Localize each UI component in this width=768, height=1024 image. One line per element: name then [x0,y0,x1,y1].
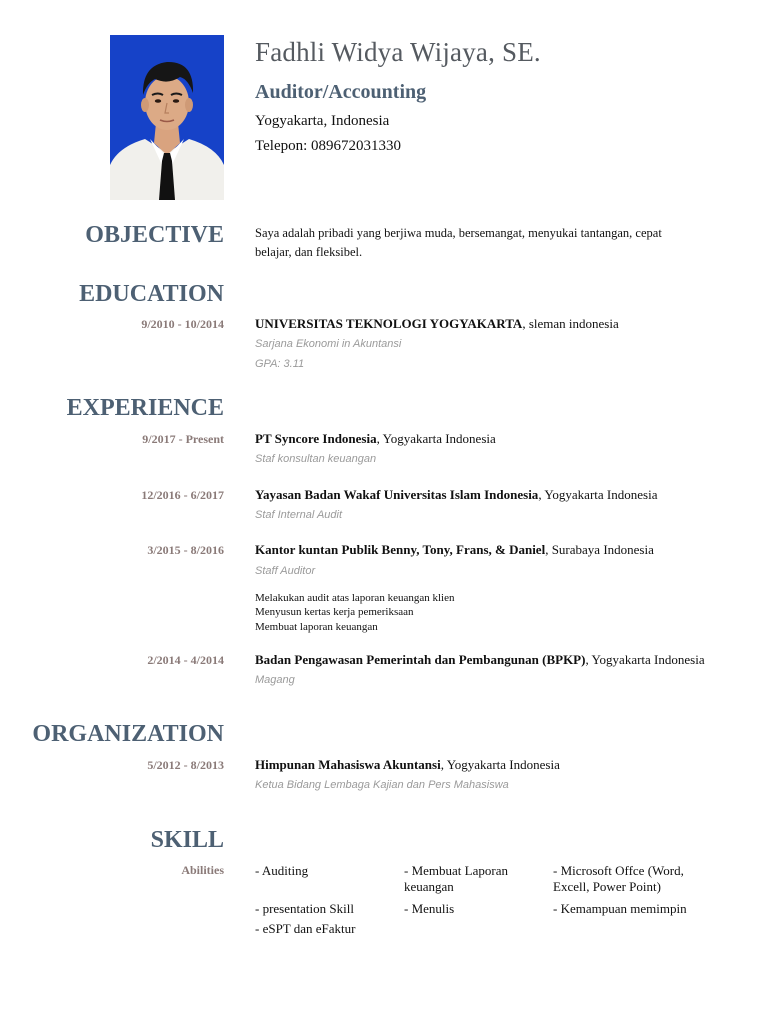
experience-org: Yayasan Badan Wakaf Universitas Islam Indonesia [255,487,539,502]
education-place: , sleman indonesia [522,316,619,331]
job-title: Auditor/Accounting [255,81,427,103]
skill-item: - Menulis [404,901,455,916]
experience-entry [255,487,657,503]
experience-place: , Yogyakarta Indonesia [585,652,705,667]
organization-date: 5/2012 - 8/2013 [147,758,224,772]
education-heading: EDUCATION [79,281,224,307]
education-degree: Sarjana Ekonomi in Akuntansi [255,338,402,350]
experience-role: Staf Internal Audit [255,509,343,521]
experience-date: 3/2015 - 8/2016 [147,543,224,557]
experience-entry [255,542,654,558]
skill-item: - Microsoft Offce (Word, Excell, Power Point) [553,863,684,894]
organization-heading: ORGANIZATION [32,721,224,747]
experience-org: Kantor kuntan Publik Benny, Tony, Frans, & Daniel [255,542,546,557]
education-gpa: GPA: 3.11 [255,358,305,370]
organization-org: Himpunan Mahasiswa Akuntansi [255,757,441,772]
education-institution [255,316,619,332]
organization-entry [255,757,560,773]
organization-place: , Yogyakarta Indonesia [440,757,560,772]
skill-item: - Kemampuan memimpin [553,901,687,916]
skill-label: Abilities [181,863,224,877]
experience-date: 12/2016 - 6/2017 [141,488,224,502]
experience-place: , Yogyakarta Indonesia [376,431,496,446]
skill-item: - presentation Skill [255,901,354,916]
education-org: UNIVERSITAS TEKNOLOGI YOGYAKARTA [255,316,523,331]
experience-place: , Yogyakarta Indonesia [538,487,658,502]
candidate-name: Fadhli Widya Wijaya, SE. [255,37,541,67]
experience-date: 9/2017 - Present [142,432,224,446]
experience-heading: EXPERIENCE [66,395,224,421]
location: Yogyakarta, Indonesia [255,113,390,129]
skill-item: - Membuat Laporan keuangan [404,863,508,894]
experience-duty: Melakukan audit atas laporan keuangan klien [255,592,455,604]
experience-org: Badan Pengawasan Pemerintah dan Pembangunan (BPKP) [255,652,586,667]
experience-duty: Menyusun kertas kerja pemeriksaan [255,606,414,618]
objective-heading: OBJECTIVE [85,222,224,248]
experience-entry [255,431,496,447]
phone-number: Telepon: 089672031330 [255,138,402,154]
skill-item: - eSPT dan eFaktur [255,921,356,936]
experience-org: PT Syncore Indonesia [255,431,377,446]
experience-duty: Membuat laporan keuangan [255,621,378,633]
education-date: 9/2010 - 10/2014 [141,317,224,331]
experience-entry [255,652,705,668]
profile-photo [110,35,224,200]
organization-role: Ketua Bidang Lembaga Kajian dan Pers Mahasiswa [255,779,509,791]
experience-role: Staff Auditor [255,565,316,577]
skill-item: - Auditing [255,863,309,878]
skill-heading: SKILL [150,827,224,853]
experience-role: Staf konsultan keuangan [255,453,377,465]
experience-role: Magang [255,674,295,686]
experience-date: 2/2014 - 4/2014 [147,653,224,667]
experience-place: , Surabaya Indonesia [545,542,654,557]
objective-text: Saya adalah pribadi yang berjiwa muda, bersemangat, menyukai tantangan, cepat belajar, dan fleksibel. [255,226,662,259]
